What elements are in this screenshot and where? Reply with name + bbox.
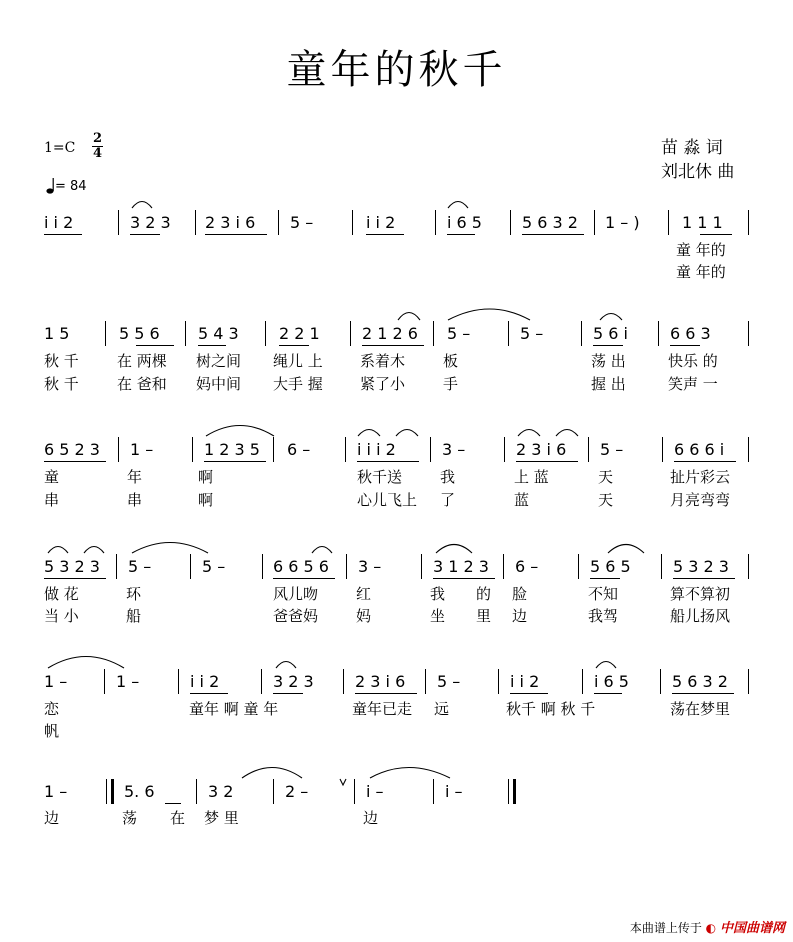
time-signature-top: 2 — [92, 131, 103, 146]
tempo-value: = 84 — [55, 179, 87, 194]
measure: 5 4 3 — [198, 324, 239, 343]
lyricist-credit: 苗 淼 词 — [661, 138, 723, 158]
lyric: 在 爸和 — [117, 375, 167, 393]
lyric: 紧了小 — [360, 375, 406, 393]
lyric: 秋千 啊 秋 千 — [506, 700, 596, 718]
measure: 1 5 — [44, 324, 70, 343]
site-credit — [630, 917, 785, 936]
measure: 1 – — [44, 782, 68, 801]
measure: 5 – — [202, 557, 226, 576]
lyric: 在 — [170, 809, 186, 827]
measure: i i 2 — [190, 672, 220, 691]
measure: 6 6 3 — [670, 324, 711, 343]
song-title: 童年的秋千 — [286, 47, 507, 93]
lyric: 绳儿 上 — [273, 352, 323, 370]
lyric: 大手 握 — [273, 375, 323, 393]
lyric: 啊 — [198, 468, 214, 486]
lyric: 风儿吻 — [273, 585, 319, 603]
measure: 1 – ) — [605, 213, 640, 232]
lyric: 童年已走 — [352, 700, 413, 718]
measure: 1 2 3 5 — [204, 440, 260, 459]
measure: 1 – — [44, 672, 68, 691]
measure: i – — [445, 782, 463, 801]
lyric: 梦 里 — [204, 809, 239, 827]
measure: 6 – — [515, 557, 539, 576]
lyric: 板 — [443, 352, 459, 370]
measure: i 6 5 — [594, 672, 629, 691]
lyric: 童 — [44, 468, 60, 486]
measure: i – — [366, 782, 384, 801]
lyric: 笑声 一 — [668, 375, 718, 393]
lyric: 天 — [598, 491, 614, 509]
key-signature: 1=C — [44, 140, 76, 156]
measure: 2 – — [285, 782, 309, 801]
measure: 2 3 i 6 — [355, 672, 406, 691]
lyric: 快乐 的 — [668, 352, 718, 370]
measure: 5. 6 — [124, 782, 155, 801]
lyric: 天 — [598, 468, 614, 486]
measure: 1 – — [130, 440, 154, 459]
lyric: 做 花 — [44, 585, 79, 603]
lyric: 环 — [126, 585, 142, 603]
measure: 2 3 i 6 — [205, 213, 256, 232]
measure: 5 – — [128, 557, 152, 576]
measure: 2 3 i 6 — [516, 440, 567, 459]
measure: 5 6 3 2 — [522, 213, 578, 232]
measure: 5 6 5 — [590, 557, 631, 576]
lyric: 串 — [127, 491, 143, 509]
lyric: 心儿飞上 — [357, 491, 418, 509]
measure: i i 2 — [366, 213, 396, 232]
measure: 5 – — [520, 324, 544, 343]
measure: 5 3 2 3 — [673, 557, 729, 576]
lyric: 坐 — [430, 607, 446, 625]
lyric: 荡 — [122, 809, 138, 827]
time-signature-bottom: 4 — [92, 146, 103, 161]
lyric: 童 年的 — [676, 241, 726, 259]
measure: 5 5 6 — [119, 324, 160, 343]
measure: 5 – — [290, 213, 314, 232]
measure: 5 – — [600, 440, 624, 459]
lyric: 手 — [443, 375, 459, 393]
lyric: 啊 — [198, 491, 214, 509]
lyric: 童 年的 — [676, 263, 726, 281]
logo-icon: ◐ — [705, 921, 717, 935]
measure: 5 6 3 2 — [672, 672, 728, 691]
lyric: 我 — [440, 468, 456, 486]
measure: 6 6 5 6 — [273, 557, 329, 576]
lyric: 秋 千 — [44, 352, 79, 370]
lyric: 童年 啊 童 年 — [189, 700, 279, 718]
lyric: 里 — [476, 607, 492, 625]
lyric: 恋 — [44, 700, 60, 718]
lyric: 边 — [363, 809, 379, 827]
lyric: 当 小 — [44, 607, 79, 625]
lyric: 月亮弯弯 — [670, 491, 731, 509]
lyric: 年 — [127, 468, 143, 486]
lyric: 秋 千 — [44, 375, 79, 393]
lyric: 边 — [512, 607, 528, 625]
lyric: 秋千送 — [357, 468, 403, 486]
measure: i i 2 — [44, 213, 74, 232]
measure: 6 6 6 i — [674, 440, 725, 459]
lyric: 算不算初 — [670, 585, 731, 603]
upload-note: 本曲谱上传于 — [629, 921, 702, 935]
lyric: 系着木 — [360, 352, 406, 370]
measure: 1 1 1 — [682, 213, 723, 232]
measure: i 6 5 — [447, 213, 482, 232]
lyric: 不知 — [588, 585, 619, 603]
lyric: 我 — [430, 585, 446, 603]
lyric: 了 — [440, 491, 456, 509]
lyric: 船儿扬风 — [670, 607, 731, 625]
measure: 5 – — [447, 324, 471, 343]
site-logo: 中国曲谱网 — [719, 921, 785, 936]
lyric: 边 — [44, 809, 60, 827]
lyric: 树之间 — [196, 352, 242, 370]
lyric: 妈中间 — [196, 375, 242, 393]
measure: 3 2 — [208, 782, 234, 801]
lyric: 帆 — [44, 722, 60, 740]
measure: 5 6 i — [593, 324, 628, 343]
measure: 1 – — [116, 672, 140, 691]
measure: 3 2 3 — [273, 672, 314, 691]
lyric: 荡 出 — [591, 352, 626, 370]
measure: 2 2 1 — [279, 324, 320, 343]
lyric: 船 — [126, 607, 142, 625]
lyric: 脸 — [512, 585, 528, 603]
measure: 3 – — [442, 440, 466, 459]
measure: 6 5 2 3 — [44, 440, 100, 459]
measure: 3 2 3 — [130, 213, 171, 232]
lyric: 远 — [434, 700, 450, 718]
measure: 5 – — [437, 672, 461, 691]
lyric: 上 蓝 — [514, 468, 549, 486]
lyric: 我驾 — [588, 607, 619, 625]
measure: 6 – — [287, 440, 311, 459]
lyric: 串 — [44, 491, 60, 509]
lyric: 爸爸妈 — [273, 607, 319, 625]
lyric: 的 — [476, 585, 492, 603]
lyric: 红 — [356, 585, 372, 603]
measure: i i i 2 — [357, 440, 396, 459]
measure: i i 2 — [510, 672, 540, 691]
measure: 5 3 2 3 — [44, 557, 100, 576]
lyric: 握 出 — [591, 375, 626, 393]
lyric: 荡在梦里 — [670, 700, 731, 718]
measure: 3 – — [358, 557, 382, 576]
lyric: 在 两棵 — [117, 352, 167, 370]
measure: 2 1 2 6 — [362, 324, 418, 343]
lyric: 妈 — [356, 607, 372, 625]
composer-credit: 刘北休 曲 — [661, 162, 735, 182]
lyric: 扯片彩云 — [670, 468, 731, 486]
measure: 3 1 2 3 — [433, 557, 489, 576]
lyric: 蓝 — [514, 491, 530, 509]
